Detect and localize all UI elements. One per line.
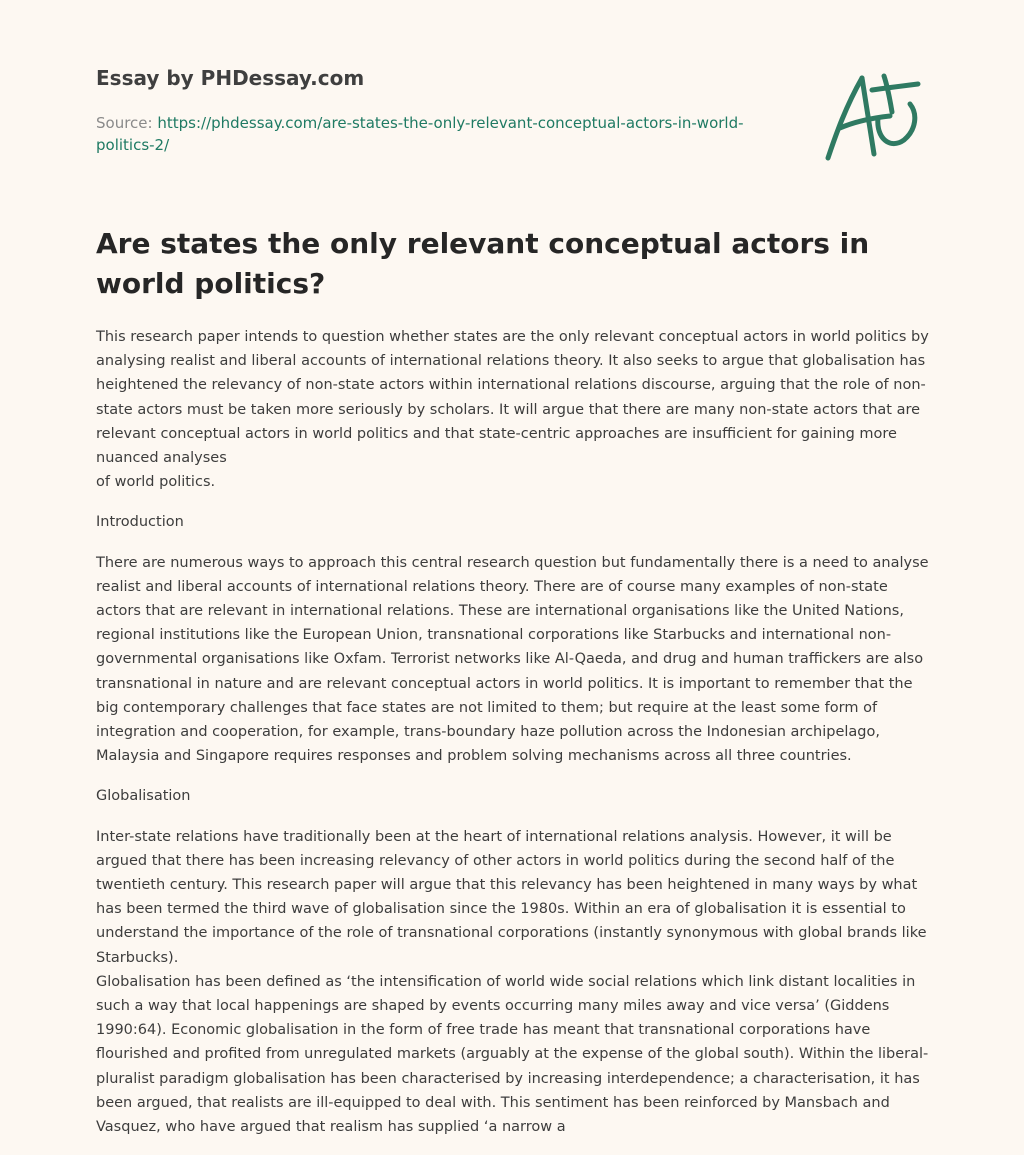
site-brand: Essay by PHDessay.com xyxy=(96,66,365,90)
abstract-paragraph-part1: This research paper intends to question whether states are the only relevant conceptual actors in world politics by analysing realist and liberal accounts of international relations theory. It also seeks to argue that globalisation has heightened the relevancy of non-state actors within international relations discourse, arguing that the role of non-state actors must be taken more seriously by scholars. It will argue that there are many non-state actors that are relevant conceptual actors in world politics and that state-centric approaches are insufficient for gaining more nuanced analyses xyxy=(96,329,929,467)
introduction-paragraph: There are numerous ways to approach this central research question but fundamentally there is a need to analyse realist and liberal accounts of international relations theory. There are of course many examples of non-state actors that are relevant in international relations. These are international organisations like the United Nations, regional institutions like the European Union, transnational corporations like Starbucks and international non-governmental organisations like Oxfam. Terrorist networks like Al-Qaeda, and drug and human traffickers are also transnational in nature and are relevant conceptual actors in world politics. It is important to remember that the big contemporary challenges that face states are not limited to them; but require at the least some form of integration and cooperation, for example, trans-boundary haze pollution across the Indonesian archipelago, Malaysia and Singapore requires responses and problem solving mechanisms across all three countries. xyxy=(96,554,929,765)
essay-title: Are states the only relevant conceptual actors in world politics? xyxy=(96,227,870,300)
essay-body xyxy=(96,325,932,1155)
section-heading-introduction: Introduction xyxy=(96,514,184,531)
source-label: Source: xyxy=(96,114,153,132)
globalisation-paragraph-1: Inter-state relations have traditionally been at the heart of international relations analysis. However, it will be argued that there has been increasing relevancy of other actors in world politics during the second half of the twentieth century. This research paper will argue that this relevancy has been heightened in many ways by what has been termed the third wave of globalisation since the 1980s. Within an era of globalisation it is essential to understand the importance of the role of transnational corporations (instantly synonymous with global brands like Starbucks). xyxy=(96,828,927,966)
source-link[interactable]: https://phdessay.com/are-states-the-only-relevant-conceptual-actors-in-world-politics-2/ xyxy=(96,114,744,154)
globalisation-paragraph-2: Globalisation has been defined as ‘the intensification of world wide social relations which link distant localities in such a way that local happenings are shaped by events occurring many miles away and vice versa’ (Giddens 1990:64). Economic globalisation in the form of free trade has meant that transnational corporations have flourished and profited from unregulated markets (arguably at the expense of the global south). Within the liberal-pluralist paradigm globalisation has been characterised by increasing interdependence; a characterisation, it has been argued, that realists are ill-equipped to deal with. This sentiment has been reinforced by Mansbach and Vasquez, who have argued that realism has supplied ‘a narrow a xyxy=(96,973,929,1136)
section-heading-globalisation: Globalisation xyxy=(96,788,191,805)
a-plus-logo-icon xyxy=(818,66,930,166)
abstract-paragraph-part2: of world politics. xyxy=(96,474,216,491)
source-line xyxy=(96,112,776,156)
